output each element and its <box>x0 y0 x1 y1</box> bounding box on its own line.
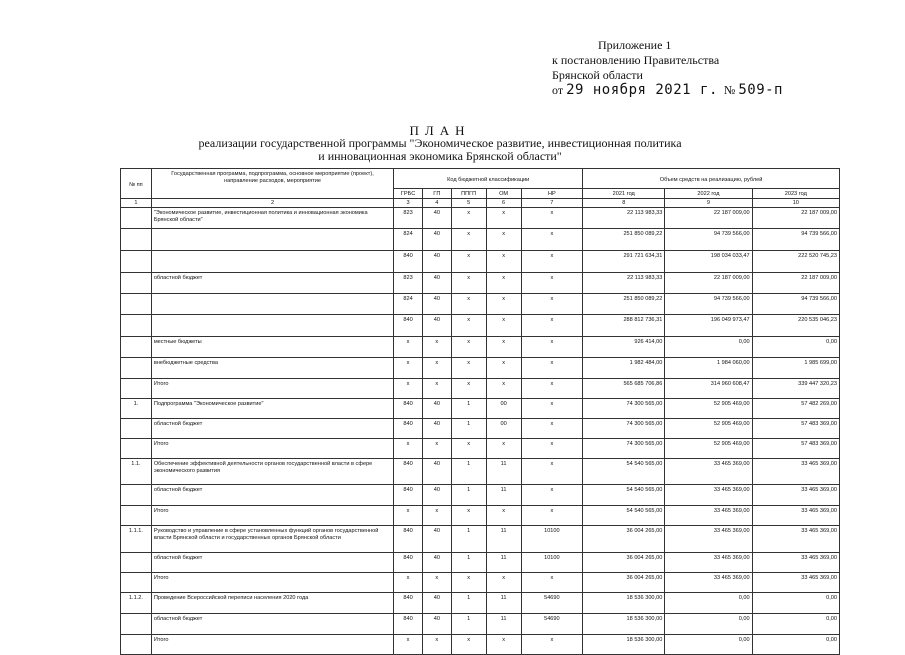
grbs-code: 823 <box>394 208 423 229</box>
om-code: х <box>486 573 521 593</box>
row-name: Итого <box>151 506 393 526</box>
nr-code: 10100 <box>521 553 583 573</box>
amount-2023: 0,00 <box>752 635 839 655</box>
col-2021-header: 2021 год <box>583 189 665 199</box>
amount-2022: 0,00 <box>665 337 752 358</box>
row-name <box>151 229 393 251</box>
amount-2023: 0,00 <box>752 337 839 358</box>
amount-2023: 57 482 269,00 <box>752 399 839 419</box>
row-number <box>121 485 152 506</box>
om-code: х <box>486 439 521 459</box>
row-number: 1.1. <box>121 459 152 485</box>
nr-code: х <box>521 208 583 229</box>
table-row <box>121 593 840 614</box>
gp-code: 40 <box>422 208 451 229</box>
amount-2022: 196 049 973,47 <box>665 315 752 337</box>
amount-2021: 54 540 565,00 <box>583 506 665 526</box>
amount-2023: 22 187 009,00 <box>752 208 839 229</box>
col-index: 1 <box>121 199 152 208</box>
amount-2023: 94 739 566,00 <box>752 294 839 315</box>
gp-code: 40 <box>422 229 451 251</box>
gp-code: 40 <box>422 526 451 553</box>
amount-2022: 33 465 369,00 <box>665 573 752 593</box>
row-number <box>121 337 152 358</box>
ppgp-code: х <box>451 251 486 273</box>
om-code: 11 <box>486 526 521 553</box>
ppgp-code: х <box>451 506 486 526</box>
nr-code: х <box>521 315 583 337</box>
row-number <box>121 208 152 229</box>
om-code: 00 <box>486 419 521 439</box>
amount-2022: 94 739 566,00 <box>665 294 752 315</box>
nr-code: 54690 <box>521 614 583 635</box>
ppgp-code: х <box>451 635 486 655</box>
row-name: Проведение Всероссийской переписи населения 2020 года <box>151 593 393 614</box>
ppgp-code: 1 <box>451 553 486 573</box>
plan-heading: ПЛАН <box>409 123 471 138</box>
gp-code: 40 <box>422 593 451 614</box>
ppgp-code: 1 <box>451 614 486 635</box>
ppgp-code: 1 <box>451 485 486 506</box>
amount-2021: 288 812 736,31 <box>583 315 665 337</box>
table-row <box>121 294 840 315</box>
row-name: "Экономическое развитие, инвестиционная политика и инновационная экономика Брянской области" <box>151 208 393 229</box>
row-name <box>151 294 393 315</box>
gp-code: х <box>422 379 451 399</box>
grbs-code: х <box>394 506 423 526</box>
amount-2021: 74 300 565,00 <box>583 439 665 459</box>
ppgp-code: 1 <box>451 459 486 485</box>
grbs-code: х <box>394 379 423 399</box>
grbs-code: 840 <box>394 485 423 506</box>
col-om-header: ОМ <box>486 189 521 199</box>
grbs-code: 840 <box>394 251 423 273</box>
col-nr-header: НР <box>521 189 583 199</box>
amount-2022: 0,00 <box>665 593 752 614</box>
gp-code: 40 <box>422 485 451 506</box>
table-row <box>121 614 840 635</box>
gp-code: 40 <box>422 614 451 635</box>
row-name: областной бюджет <box>151 419 393 439</box>
table-row <box>121 506 840 526</box>
row-name <box>151 251 393 273</box>
date-prefix: от <box>552 83 564 97</box>
ppgp-code: х <box>451 337 486 358</box>
row-number: 1. <box>121 399 152 419</box>
grbs-code: х <box>394 635 423 655</box>
grbs-code: 840 <box>394 593 423 614</box>
gp-code: 40 <box>422 553 451 573</box>
table-row <box>121 399 840 419</box>
row-number <box>121 635 152 655</box>
row-name: Подпрограмма "Экономическое развитие" <box>151 399 393 419</box>
amount-2022: 52 905 469,00 <box>665 439 752 459</box>
amount-2021: 54 540 565,00 <box>583 485 665 506</box>
amount-2023: 0,00 <box>752 614 839 635</box>
row-name: областной бюджет <box>151 553 393 573</box>
om-code: х <box>486 251 521 273</box>
date-value: 29 ноября 2021 г. <box>566 82 718 98</box>
title-line-2: и инновационная экономика Брянской области" <box>318 149 562 163</box>
ppgp-code: 1 <box>451 526 486 553</box>
region-label: Брянской области <box>552 68 643 82</box>
nr-code: 54690 <box>521 593 583 614</box>
ppgp-code: х <box>451 273 486 294</box>
nr-code: х <box>521 635 583 655</box>
gp-code: х <box>422 358 451 379</box>
col-name-header: Государственная программа, подпрограмма, основное мероприятие (проект), направление расходов, мероприятие <box>151 169 393 199</box>
om-code: х <box>486 315 521 337</box>
row-name: Итого <box>151 439 393 459</box>
table-row <box>121 439 840 459</box>
amount-2022: 94 739 566,00 <box>665 229 752 251</box>
nr-code: х <box>521 459 583 485</box>
amount-2021: 22 113 983,33 <box>583 208 665 229</box>
amount-2021: 36 004 265,00 <box>583 573 665 593</box>
amount-2021: 18 536 300,00 <box>583 614 665 635</box>
gp-code: х <box>422 439 451 459</box>
amount-2022: 33 465 369,00 <box>665 459 752 485</box>
om-code: х <box>486 294 521 315</box>
nr-code: х <box>521 485 583 506</box>
nr-code: х <box>521 337 583 358</box>
row-name: Руководство и управление в сфере установленных функций органов государственной власти Брянской области и государственных органов Брянской области <box>151 526 393 553</box>
amount-2022: 22 187 009,00 <box>665 273 752 294</box>
table-row <box>121 526 840 553</box>
om-code: 11 <box>486 485 521 506</box>
gp-code: 40 <box>422 273 451 294</box>
amount-2023: 339 447 320,23 <box>752 379 839 399</box>
ppgp-code: х <box>451 439 486 459</box>
col-amount-group-header: Объем средств на реализацию, рублей <box>583 169 840 189</box>
amount-2023: 94 739 566,00 <box>752 229 839 251</box>
gp-code: 40 <box>422 294 451 315</box>
nr-code: х <box>521 439 583 459</box>
amount-2021: 36 004 265,00 <box>583 526 665 553</box>
gp-code: х <box>422 635 451 655</box>
grbs-code: 840 <box>394 315 423 337</box>
row-number <box>121 506 152 526</box>
amount-2023: 220 535 046,23 <box>752 315 839 337</box>
amount-2023: 33 465 369,00 <box>752 526 839 553</box>
appendix-label: Приложение 1 <box>598 38 672 52</box>
row-number <box>121 315 152 337</box>
nr-code: х <box>521 294 583 315</box>
grbs-code: х <box>394 358 423 379</box>
row-number: 1.1.1. <box>121 526 152 553</box>
amount-2022: 33 465 369,00 <box>665 553 752 573</box>
amount-2022: 52 905 469,00 <box>665 399 752 419</box>
col-2022-header: 2022 год <box>665 189 752 199</box>
row-number <box>121 553 152 573</box>
row-name <box>151 315 393 337</box>
ppgp-code: х <box>451 229 486 251</box>
col-ppgp-header: ППГП <box>451 189 486 199</box>
ppgp-code: 1 <box>451 593 486 614</box>
col-index: 9 <box>665 199 752 208</box>
gp-code: 40 <box>422 315 451 337</box>
amount-2021: 18 536 300,00 <box>583 593 665 614</box>
row-number <box>121 251 152 273</box>
grbs-code: 824 <box>394 229 423 251</box>
amount-2023: 22 187 009,00 <box>752 273 839 294</box>
row-number <box>121 439 152 459</box>
col-num-header: № пп <box>121 169 152 199</box>
column-index-row <box>121 199 840 208</box>
col-index: 6 <box>486 199 521 208</box>
amount-2021: 36 004 265,00 <box>583 553 665 573</box>
col-index: 4 <box>422 199 451 208</box>
gp-code: 40 <box>422 399 451 419</box>
ppgp-code: х <box>451 379 486 399</box>
table-row <box>121 358 840 379</box>
amount-2021: 565 685 706,86 <box>583 379 665 399</box>
amount-2021: 291 721 634,31 <box>583 251 665 273</box>
col-2023-header: 2023 год <box>752 189 839 199</box>
row-name: Итого <box>151 573 393 593</box>
grbs-code: 824 <box>394 294 423 315</box>
grbs-code: х <box>394 337 423 358</box>
nr-code: х <box>521 419 583 439</box>
table-header-row <box>121 169 840 189</box>
grbs-code: 840 <box>394 419 423 439</box>
om-code: х <box>486 229 521 251</box>
om-code: 11 <box>486 553 521 573</box>
row-number <box>121 573 152 593</box>
amount-2022: 33 465 369,00 <box>665 485 752 506</box>
amount-2022: 198 034 033,47 <box>665 251 752 273</box>
amount-2021: 1 982 484,00 <box>583 358 665 379</box>
om-code: х <box>486 358 521 379</box>
amount-2021: 22 113 983,33 <box>583 273 665 294</box>
gp-code: х <box>422 337 451 358</box>
amount-2022: 52 905 469,00 <box>665 419 752 439</box>
amount-2023: 57 483 369,00 <box>752 419 839 439</box>
om-code: х <box>486 506 521 526</box>
grbs-code: 840 <box>394 459 423 485</box>
nr-code: х <box>521 399 583 419</box>
col-index: 8 <box>583 199 665 208</box>
grbs-code: 840 <box>394 553 423 573</box>
om-code: х <box>486 379 521 399</box>
amount-2023: 33 465 369,00 <box>752 506 839 526</box>
table-row <box>121 459 840 485</box>
col-grbs-header: ГРБС <box>394 189 423 199</box>
row-number <box>121 379 152 399</box>
col-index: 3 <box>394 199 423 208</box>
plan-table <box>120 168 840 655</box>
table-row <box>121 273 840 294</box>
table-row <box>121 573 840 593</box>
gp-code: 40 <box>422 419 451 439</box>
row-number <box>121 273 152 294</box>
nr-code: х <box>521 229 583 251</box>
nr-code: х <box>521 273 583 294</box>
row-name: областной бюджет <box>151 273 393 294</box>
amount-2022: 33 465 369,00 <box>665 526 752 553</box>
nr-code: х <box>521 358 583 379</box>
col-index: 5 <box>451 199 486 208</box>
table-row <box>121 635 840 655</box>
table-row <box>121 485 840 506</box>
amount-2023: 0,00 <box>752 593 839 614</box>
amount-2022: 314 960 608,47 <box>665 379 752 399</box>
grbs-code: 840 <box>394 399 423 419</box>
ppgp-code: х <box>451 573 486 593</box>
title-line-1: реализации государственной программы "Экономическое развитие, инвестиционная политика <box>198 136 682 150</box>
gp-code: 40 <box>422 251 451 273</box>
col-index: 7 <box>521 199 583 208</box>
amount-2022: 0,00 <box>665 614 752 635</box>
amount-2021: 251 850 089,22 <box>583 294 665 315</box>
amount-2023: 33 465 369,00 <box>752 553 839 573</box>
ppgp-code: х <box>451 358 486 379</box>
ppgp-code: 1 <box>451 399 486 419</box>
table-row <box>121 337 840 358</box>
row-number <box>121 419 152 439</box>
nr-code: х <box>521 251 583 273</box>
grbs-code: 840 <box>394 614 423 635</box>
om-code: 11 <box>486 593 521 614</box>
table-row <box>121 419 840 439</box>
amount-2021: 74 300 565,00 <box>583 399 665 419</box>
date-line <box>552 83 882 98</box>
table-row <box>121 315 840 337</box>
amount-2021: 54 540 565,00 <box>583 459 665 485</box>
amount-2023: 1 985 699,00 <box>752 358 839 379</box>
ppgp-code: х <box>451 315 486 337</box>
table-row <box>121 379 840 399</box>
amount-2022: 33 465 369,00 <box>665 506 752 526</box>
table-row <box>121 251 840 273</box>
row-name: Обеспечение эффективной деятельности органов государственной власти в сфере экономического развития <box>151 459 393 485</box>
resolution-label: к постановлению Правительства <box>552 53 720 67</box>
number-prefix: № <box>723 83 736 97</box>
col-index: 2 <box>151 199 393 208</box>
nr-code: х <box>521 573 583 593</box>
row-number <box>121 614 152 635</box>
amount-2022: 1 984 060,00 <box>665 358 752 379</box>
om-code: х <box>486 273 521 294</box>
ppgp-code: 1 <box>451 419 486 439</box>
amount-2023: 57 483 369,00 <box>752 439 839 459</box>
amount-2022: 22 187 009,00 <box>665 208 752 229</box>
om-code: 11 <box>486 614 521 635</box>
document-title <box>180 124 700 163</box>
amount-2021: 926 414,00 <box>583 337 665 358</box>
row-name: областной бюджет <box>151 485 393 506</box>
amount-2023: 33 465 369,00 <box>752 573 839 593</box>
gp-code: х <box>422 573 451 593</box>
nr-code: х <box>521 379 583 399</box>
nr-code: 10100 <box>521 526 583 553</box>
row-name: местные бюджеты <box>151 337 393 358</box>
table-row <box>121 553 840 573</box>
grbs-code: х <box>394 573 423 593</box>
om-code: х <box>486 635 521 655</box>
row-number: 1.1.2. <box>121 593 152 614</box>
approval-header <box>552 38 882 98</box>
col-index: 10 <box>752 199 839 208</box>
amount-2023: 222 520 745,23 <box>752 251 839 273</box>
om-code: 11 <box>486 459 521 485</box>
nr-code: х <box>521 506 583 526</box>
row-name: Итого <box>151 635 393 655</box>
table-row <box>121 208 840 229</box>
grbs-code: 840 <box>394 526 423 553</box>
row-name: внебюджетные средства <box>151 358 393 379</box>
gp-code: х <box>422 506 451 526</box>
ppgp-code: х <box>451 208 486 229</box>
number-value: 509-п <box>738 82 783 98</box>
row-name: областной бюджет <box>151 614 393 635</box>
amount-2021: 74 300 565,00 <box>583 419 665 439</box>
ppgp-code: х <box>451 294 486 315</box>
om-code: х <box>486 208 521 229</box>
om-code: х <box>486 337 521 358</box>
col-code-group-header: Код бюджетной классификации <box>394 169 583 189</box>
amount-2021: 18 536 300,00 <box>583 635 665 655</box>
amount-2021: 251 850 089,22 <box>583 229 665 251</box>
row-number <box>121 358 152 379</box>
amount-2023: 33 465 369,00 <box>752 485 839 506</box>
table-row <box>121 229 840 251</box>
amount-2023: 33 465 369,00 <box>752 459 839 485</box>
grbs-code: х <box>394 439 423 459</box>
row-number <box>121 294 152 315</box>
row-number <box>121 229 152 251</box>
om-code: 00 <box>486 399 521 419</box>
amount-2022: 0,00 <box>665 635 752 655</box>
gp-code: 40 <box>422 459 451 485</box>
grbs-code: 823 <box>394 273 423 294</box>
col-gp-header: ГП <box>422 189 451 199</box>
row-name: Итого <box>151 379 393 399</box>
